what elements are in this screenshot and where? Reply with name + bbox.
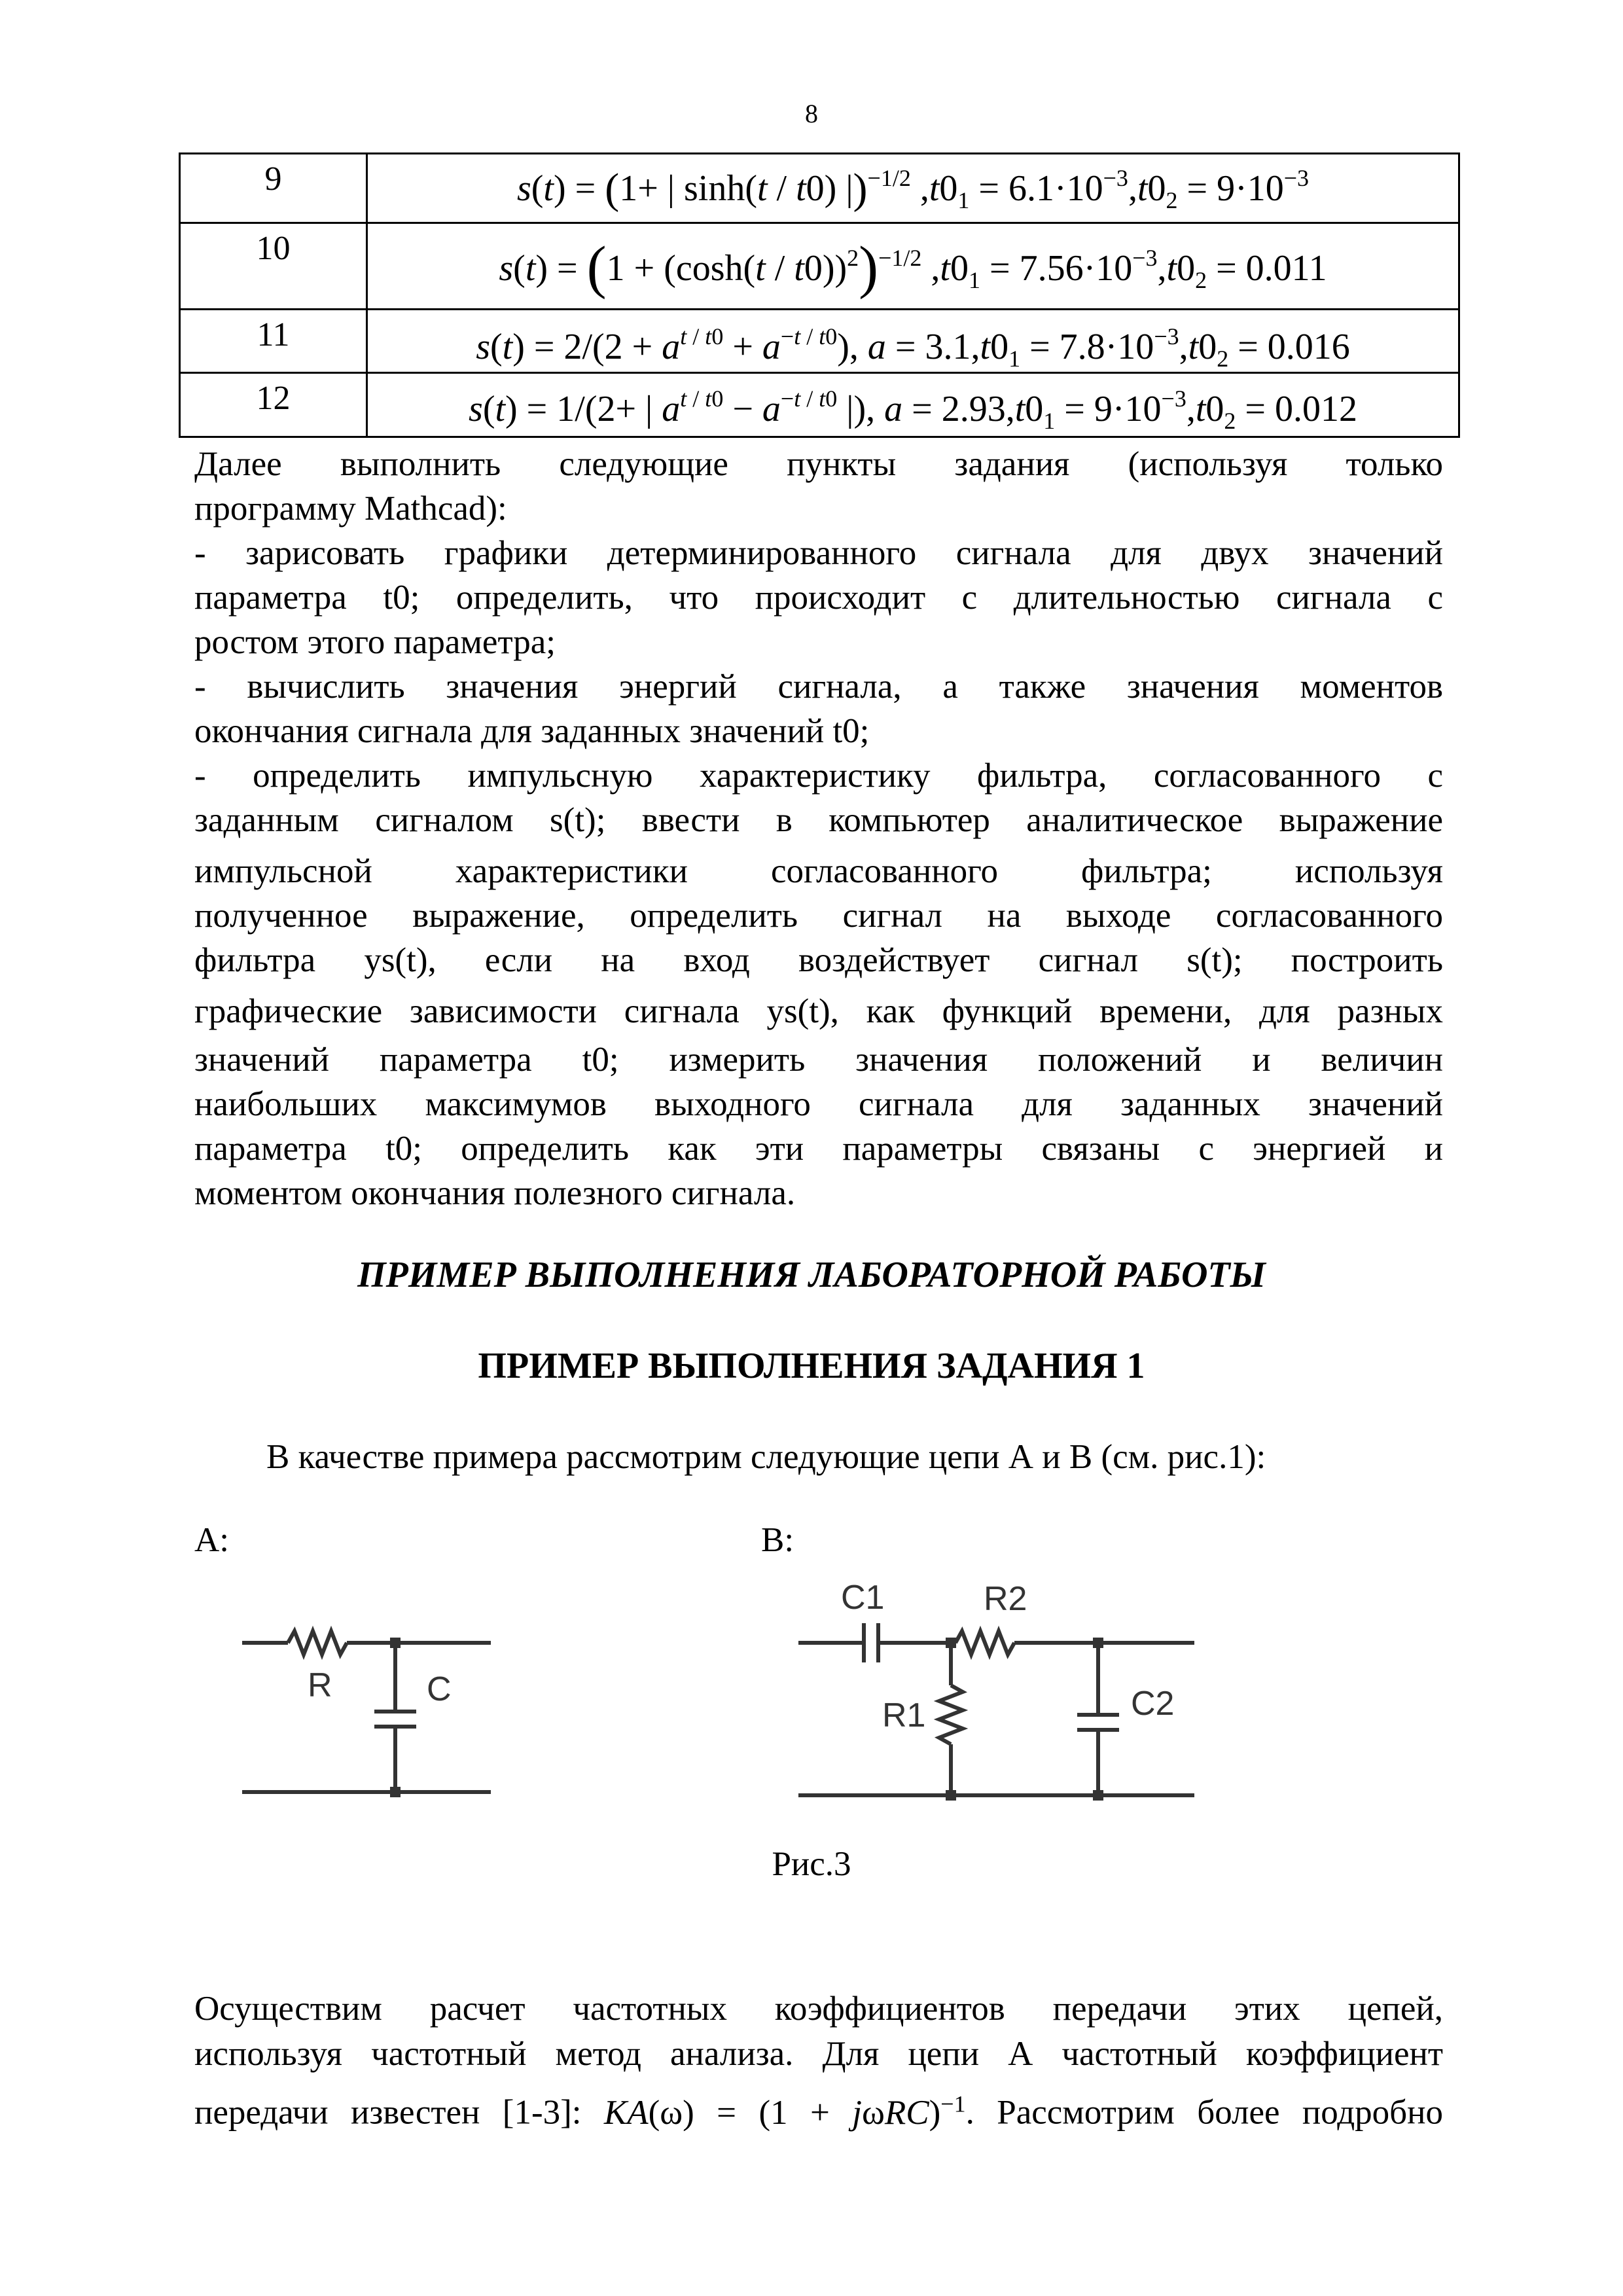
junction-dot	[390, 1787, 401, 1797]
variants-table	[179, 152, 1460, 438]
table-row	[180, 223, 1459, 310]
text-line: параметра t0; определить как эти параметры связаны с энергией и	[194, 1130, 1443, 1168]
table-row	[180, 310, 1459, 373]
junction-dot	[1093, 1790, 1103, 1801]
text-line: Осуществим расчет частотных коэффициентов передачи этих цепей,	[194, 1990, 1443, 2028]
text-fragment: передачи известен [1-3]:	[194, 2093, 582, 2132]
text-line: используя частотный метод анализа. Для цепи А частотный коэффициент	[194, 2035, 1443, 2073]
resistor-r1	[939, 1685, 963, 1744]
intro-text: В качестве примера рассмотрим следующие цепи А и В (см. рис.1):	[266, 1438, 1266, 1476]
junction-dot	[946, 1638, 956, 1648]
text-line: - вычислить значения энергий сигнала, а также значения моментов	[194, 668, 1443, 706]
circuit-a-diagram	[236, 1597, 510, 1813]
junction-dot	[390, 1638, 401, 1648]
table-row	[180, 373, 1459, 437]
junction-dot	[946, 1790, 956, 1801]
text-fragment: . Рассмотрим более подробно	[965, 2093, 1444, 2132]
formula-ka: $KA(\omega) = (1 + j\omega RC)^{-1}$	[603, 2090, 966, 2132]
variant-formula	[367, 154, 1459, 223]
page-number: 8	[805, 99, 818, 128]
text-line: наибольших максимумов выходного сигнала для заданных значений	[194, 1085, 1443, 1123]
text-line: окончания сигнала для заданных значений t0;	[194, 712, 870, 750]
text-line: программу Mathcad):	[194, 490, 507, 528]
formula-line: $s(t) = 2/(2 + a^{t / t0} + a^{-t / t0})$, $a = 3.1,t0_1 = 7.8\cdot 10^{-3},t0_2 = 0.016$	[476, 323, 1350, 372]
text-line: параметра t0; определить, что происходит с длительностью сигнала с	[194, 579, 1443, 617]
resistor-r	[288, 1631, 347, 1655]
variant-formula	[367, 373, 1459, 437]
table-row	[180, 154, 1459, 223]
variant-number: 10	[180, 223, 367, 310]
text-line: полученное выражение, определить сигнал на выходе согласованного	[194, 897, 1443, 935]
resistor-r-label: R	[308, 1666, 332, 1704]
text-line: графические зависимости сигнала ys(t), как функций времени, для разных	[194, 992, 1443, 1030]
circuit-b-diagram	[785, 1571, 1217, 1813]
resistor-r2	[955, 1631, 1014, 1655]
circuit-a-title: А:	[194, 1521, 229, 1559]
text-line: - зарисовать графики детерминированного сигнала для двух значений	[194, 534, 1443, 572]
resistor-r2-label: R2	[984, 1580, 1027, 1618]
formula-line: $s(t) = (1 + (\cosh(t / t0))^2)^{-1/2}$ $,t0_1 = 7.56\cdot 10^{-3},t0_2 = 0.011$	[499, 235, 1327, 300]
text-line: моментом окончания полезного сигнала.	[194, 1174, 796, 1212]
variant-formula	[367, 310, 1459, 373]
capacitor-c2-label: C2	[1131, 1685, 1175, 1723]
resistor-r1-label: R1	[882, 1696, 926, 1734]
section-heading: ПРИМЕР ВЫПОЛНЕНИЯ ЛАБОРАТОРНОЙ РАБОТЫ	[357, 1255, 1266, 1295]
figure-caption: Рис.3	[772, 1845, 851, 1883]
variant-formula	[367, 223, 1459, 310]
subsection-heading: ПРИМЕР ВЫПОЛНЕНИЯ ЗАДАНИЯ 1	[478, 1346, 1145, 1386]
text-line: - определить импульсную характеристику фильтра, согласованного с	[194, 757, 1443, 795]
variant-number: 11	[180, 310, 367, 373]
text-line: ростом этого параметра;	[194, 623, 556, 661]
text-line: заданным сигналом s(t); ввести в компьютер аналитическое выражение	[194, 801, 1443, 839]
capacitor-c-label: C	[427, 1670, 452, 1708]
variant-number: 9	[180, 154, 367, 223]
capacitor-c1-label: C1	[841, 1579, 885, 1617]
formula-line: s(t) = 1/(2+ | $a^{t / t0} - a^{-t / t0}$ |), $a = 2.93,t0_1 = 9\cdot 10^{-3},t0_2 = 0.012$	[469, 386, 1357, 434]
text-line: фильтра ys(t), если на вход воздействует сигнал s(t); построить	[194, 941, 1443, 979]
circuit-b-title: В:	[761, 1521, 794, 1559]
text-line: импульсной характеристики согласованного фильтра; используя	[194, 852, 1443, 890]
text-line-with-formula	[194, 2081, 1443, 2135]
formula-line: s(t) = (1+ | sinh(t / t0) |)$^{-1/2}$ $,t0_1 = 6.1\cdot 10^{-3},t0_2 = 9\cdot 10^{-3}$	[516, 165, 1310, 213]
variant-number: 12	[180, 373, 367, 437]
text-line: значений параметра t0; измерить значения положений и величин	[194, 1041, 1443, 1079]
junction-dot	[1093, 1638, 1103, 1648]
text-line: Далее выполнить следующие пункты задания (используя только	[194, 445, 1443, 483]
